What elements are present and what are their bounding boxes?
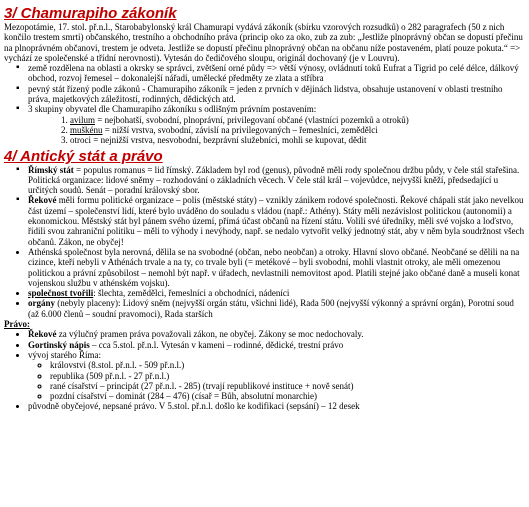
- group-item: 3. otroci = nejnižší vrstva, nesvobodní, bezprávní služebníci, mohli se kupovat, dědit: [70, 135, 525, 145]
- athens-list: [4, 247, 525, 319]
- section-3-bullets: [4, 63, 525, 145]
- list-item: • Gortinský nápis – cca 5.stol. př.n.l. Vytesán v kameni – rodinné, dědické, trestní právo: [28, 340, 525, 350]
- law-heading: Právo:: [4, 319, 30, 330]
- list-item: ▪ Římský stát = populus romanus = lid římský. Základem byl rod (genus), původně měli rody společnou držbu půdy, v čele stál stařešina. Politická organizace: lidové sněmy – rozhodování o základních věcech. V čele stál král – vojevůdce, nejvyšší kněží, předsedající u určitých soudů. Senát – poradní královský sbor.: [28, 165, 525, 196]
- group-item: 2. muškénu = nižší vrstva, svobodní, závislí na privilegovaných – řemeslníci, zemědělci: [70, 125, 525, 135]
- list-item: • Řekové za výlučný pramen práva považovali zákon, ne obyčej. Zákony se moc nedochovaly.: [28, 329, 525, 339]
- section-4-bullets: [4, 165, 525, 247]
- law-list: [4, 329, 525, 411]
- list-item: • Athénská společnost byla nerovná, dělila se na svobodné (občan, nebo neobčan) a otroky. Hlavní slovo občané. Neobčané se dělili na na cizince, kteří nebyli v Athénách trvale a na ty, co trvale byli (= metékové – byli svobodní, mohli vlastnit otroky, ale měli omezenou politickou a právní způsobilost – nemohl být např. v úřadech, nevlastnili nemovitost apod. Platili stejné jako občané daně a museli konat vojenskou službu v athénském vojsku).: [28, 247, 525, 288]
- section-3-intro: Mezopotámie, 17. stol. př.n.l., Starobabylonský král Chamurapi vydává zákoník (sbírku vzorových rozsudků) o 282 paragrafech (50 z nich končilo trestem smrti) občanského, trestního a obchodního práva (princip oko za oko, zub za zub: „Jestliže plnoprávný občan se dopustí přečinu na plnoprávném občanovi, trestem je odveta. Jestliže se dopustí přečinu plnoprávný občan na občanu níže postaveném, platí pouze pokuta.“ => vychází ze společenské a třídní nerovnosti). Vytesán do čedičového sloupu, originál dochovaný (je v Louvru).: [4, 22, 523, 63]
- list-item: ▪ země rozdělena na oblasti a okrsky se správci, zvětšení orné půdy => větší výnosy, ovládnutí toků Eufrat a Tigrid po celé délce, dálkový obchod, rozvoj řemesel – dokonalejší nářadí, umělecké předměty ze zlata a stříbra: [28, 63, 525, 84]
- period-item: ◦ republika (509 př.n.l. - 27 př.n.l.): [50, 371, 525, 381]
- section-4-title: 4/ Antický stát a právo: [4, 147, 163, 165]
- rome-periods-list: [28, 360, 525, 401]
- document-page: [4, 6, 525, 412]
- period-item: ◦ královstvi (8.stol. př.n.l. - 509 př.n.l.): [50, 360, 525, 370]
- list-item: • vývoj starého Říma: ◦ královstvi (8.stol. př.n.l. - 509 př.n.l.) ◦ republika (509 př.n.l. - 27 př.n.l.) ◦ rané císařství – principát (27 př.n.l. - 285) (trvají republikové instituce + nově senát) ◦ pozdní císařství – dominát (284 – 476) (císař = Bůh, absolutní monarchie): [28, 350, 525, 401]
- list-item: • společnost tvořili: šlechta, zemědělci, řemeslníci a obchodníci, nádeníci: [28, 288, 525, 298]
- group-item: 1. avilum = nejbohatší, svobodní, plnoprávní, privilegovaní občané (vlastníci pozemků a otroků): [70, 115, 525, 125]
- list-item: • orgány (nebyly placeny): Lidový sněm (nejvyšší orgán státu, všichni lidé), Rada 500 (nejvyšší výkonný a správní orgán), Porotní soud (až 6.000 členů – soudní pravomoci), Rada starších: [28, 298, 525, 319]
- list-item: ▪ Řekové měli formu politické organizace – polis (městské státy) – vznikly zánikem rodové společnosti. Řekové chápali stát jako nevelkou část území – společenství lidí, které bylo uváděno do souladu s vládou (např.: Athény). Státy měli nezávislost politickou (autonomii) a ekonomickou. Městský stát byl pánem svého území, přímá účast občanů na řízení státu. Volili své úředníky, měli své vojsko a loďstvo, řídili svou zahraniční politiku – měli to výhody i nevýhody, např. se nedalo vytvořit velký jednotný stát, aby v něm byla soudržnost všech občanů. Zákon, ne obyčej!: [28, 195, 525, 246]
- list-item: • původně obyčejové, nepsané právo. V 5.stol. př.n.l. došlo ke kodifikaci (sepsání) – 12 desek: [28, 401, 525, 411]
- period-item: ◦ pozdní císařství – dominát (284 – 476) (císař = Bůh, absolutní monarchie): [50, 391, 525, 401]
- section-3-title: 3/ Chamurapiho zákoník: [4, 5, 177, 22]
- period-item: ◦ rané císařství – principát (27 př.n.l. - 285) (trvají republikové instituce + nově senát): [50, 381, 525, 391]
- list-item: ▪ 3 skupiny obyvatel dle Chamurapiho zákoníku s odlišným právním postavením: 1. avilum = nejbohatší, svobodní, plnoprávní, privilegovaní občané (vlastníci pozemků a otroků) 2. muškénu = nižší vrstva, svobodní, závislí na privilegovaných – řemeslníci, zemědělci 3. otroci = nejnižší vrstva, nesvobodní, bezprávní služebníci, mohli se kupovat, dědit: [28, 104, 525, 145]
- population-groups-list: [28, 115, 525, 146]
- list-item: ▪ pevný stát řízený podle zákonů - Chamurapiho zákoník = jeden z prvních v dějinách lidstva, obsahuje ustanovení v oblasti trestního práva, majetkových záležitostí, rodinných, dědických atd.: [28, 84, 525, 105]
